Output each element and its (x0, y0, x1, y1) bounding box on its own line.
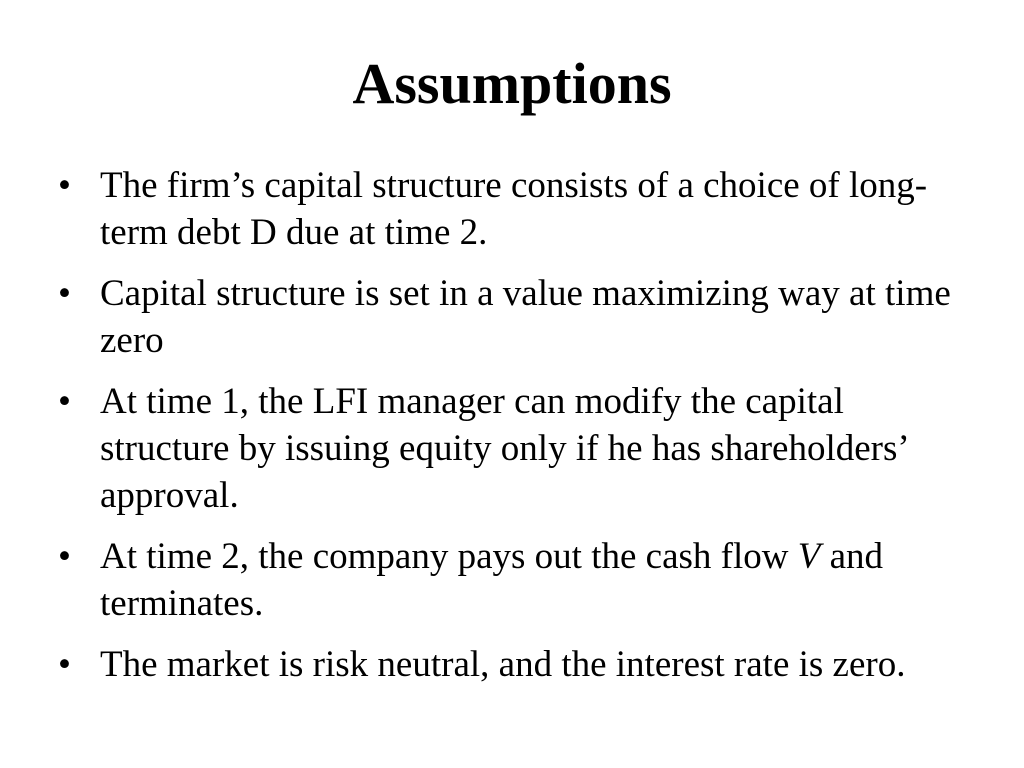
bullet-icon: • (58, 273, 71, 314)
bullet-text: The firm’s capital structure consists of a choice of long-term debt D due at time 2. (100, 165, 928, 253)
bullet-text-tail: and terminates. (100, 536, 884, 624)
bullet-icon: • (58, 536, 71, 577)
bullet-icon: • (58, 381, 71, 422)
bullet-text: At time 1, the LFI manager can modify the capital structure by issuing equity only if he has shareholders’ approval. (100, 381, 907, 516)
bullet-item (56, 270, 966, 364)
bullet-text: The market is risk neutral, and the interest rate is zero. (100, 644, 906, 685)
bullet-text-lead: At time 2, the company pays out the cash flow (100, 536, 798, 577)
bullet-item (56, 162, 966, 256)
bullet-text-variable: V (797, 536, 821, 577)
bullet-list (56, 162, 966, 688)
bullet-item (56, 641, 966, 688)
bullet-icon: • (58, 644, 71, 685)
slide-title: Assumptions (352, 51, 672, 116)
bullet-text: Capital structure is set in a value maximizing way at time zero (100, 273, 951, 361)
bullet-item (56, 378, 966, 519)
bullet-icon: • (58, 165, 71, 206)
bullet-item (56, 533, 966, 627)
